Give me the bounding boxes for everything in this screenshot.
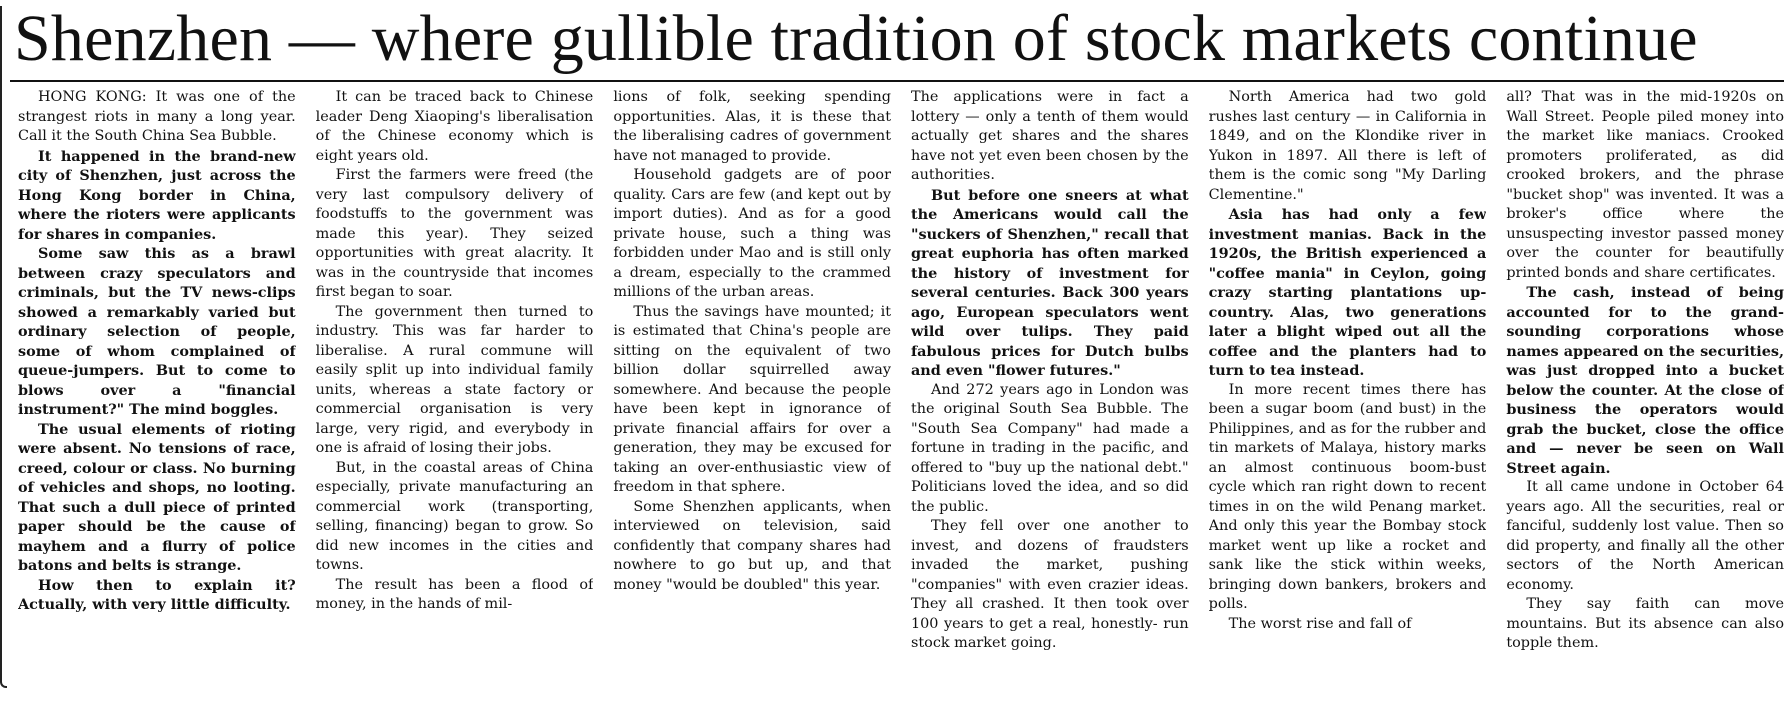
article-paragraph: It all came undone in October 64 years ago. All the securities, real or fanciful, suddenly lost value. Then so did property, and finally all the other sectors of the North American economy. — [1506, 479, 1784, 593]
article-paragraph: Asia has had only a few investment manias. Back in the 1920s, the British experienced a "coffee mania" in Ceylon, going crazy starting plantations up-country. Alas, two generations later a blight wiped out all the coffee and the planters had to turn to tea instead. — [1208, 206, 1487, 379]
article-paragraph: The cash, instead of being accounted for to the grand-sounding corporations whose names appeared on the securities, was just dropped into a bucket below the counter. At the close of business the operators would grab the bucket, close the office and — never be seen on Wall Street again. — [1506, 284, 1784, 477]
article-paragraph: The result has been a flood of money, in the hands of mil- — [315, 576, 594, 612]
column-2 — [316, 88, 594, 698]
article-paragraph: Some saw this as a brawl between crazy speculators and criminals, but the TV news-clips showed a remarkably varied but ordinary selection of people, some of whom complained of queue-jumpers. But to come to blows over a "financial instrument?" The mind boggles. — [18, 245, 296, 418]
column-3 — [613, 88, 891, 698]
article-paragraph: And 272 years ago in London was the original South Sea Bubble. The "South Sea Company" had made a fortune in trading in the pacific, and offered to "buy up the national debt." Politicians loved the idea, and so did the public. — [910, 381, 1189, 515]
article-paragraph: Some Shenzhen applicants, when interviewed on television, said confidently that company shares had nowhere to go but up, and that money "would be doubled" this year. — [613, 498, 891, 593]
article-paragraph: Household gadgets are of poor quality. Cars are few (and kept out by import duties). And as for a good private house, such a thing was forbidden under Mao and is still only a dream, especially to the crammed millions of the urban areas. — [613, 167, 891, 300]
article-paragraph: lions of folk, seeking spending opportunities. Alas, it is these that the liberalising cadres of government have not managed to provide. — [613, 89, 891, 164]
article-paragraph: It happened in the brand-new city of Shenzhen, just across the Hong Kong border in China, where the rioters were applicants for shares in companies. — [18, 147, 296, 243]
article-paragraph: How then to explain it? Actually, with very little difficulty. — [18, 576, 296, 613]
article-paragraph: The worst rise and fall of — [1228, 615, 1412, 632]
column-border — [0, 6, 7, 688]
article-paragraph: It can be traced back to Chinese leader Deng Xiaoping's liberalisation of the Chinese economy which is eight years old. — [315, 89, 594, 164]
article-paragraph: all? That was in the mid-1920s on Wall Street. People piled money into the market like maniacs. Crooked promoters proliferated, as did crooked brokers, and the phrase "bucket shop" was invented. It was a broker's office where the unsuspecting investor passed money over the counter for beautifully printed bonds and share certificates. — [1506, 89, 1784, 281]
article-paragraph: The applications were in fact a lottery — only a tenth of them would actually get shares and the shares have not yet even been chosen by the authorities. — [910, 89, 1189, 183]
article-paragraph: First the farmers were freed (the very last compulsory delivery of foodstuffs to the government was made this year). They seized opportunities with great alacrity. It was in the countryside that incomes first began to soar. — [315, 167, 594, 300]
article-paragraph: In more recent times there has been a sugar boom (and bust) in the Philippines, and as for the rubber and tin markets of Malaya, history marks an almost continuous boom-bust cycle which ran right down to recent times in on the wild Penang market. And only this year the Bombay stock market went up like a rocket and sank like the stick within weeks, bringing down bankers, brokers and polls. — [1208, 381, 1487, 612]
column-5 — [1209, 88, 1487, 698]
headline: Shenzhen — where gullible tradition of stock markets continue — [14, 2, 1698, 75]
article-paragraph: HONG KONG: It was one of the strangest riots in many a long year. Call it the South China Sea Bubble. — [18, 89, 296, 144]
article-paragraph: North America had two gold rushes last century — in California in 1849, and on the Klondike river in Yukon in 1897. All there is left of them is the comic song "My Darling Clementine." — [1208, 89, 1487, 203]
article-body — [10, 82, 1784, 698]
article-paragraph: Thus the savings have mounted; it is estimated that China's people are sitting on the equivalent of two billion dollar squirrelled away somewhere. And because the people have been kept in ignorance of private financial affairs for over a generation, they may be excused for taking an over-enthusiastic view of freedom in that sphere. — [613, 303, 891, 495]
article-paragraph: But before one sneers at what the Americans would call the "suckers of Shenzhen," recall that great euphoria has often marked the history of investment for several centuries. Back 300 years ago, European speculators went wild over tulips. They paid fabulous prices for Dutch bulbs and even "flower futures." — [910, 186, 1189, 379]
article-paragraph: They fell over one another to invest, and dozens of fraudsters invaded the market, pushing "companies" with even crazier ideas. They all crashed. It then took over 100 years to get a real, honestly- run stock market going. — [910, 518, 1189, 651]
article-paragraph: But, in the coastal areas of China especially, private manufacturing an commercial work (transporting, selling, financing) began to grow. So did new incomes in the cities and towns. — [315, 459, 594, 573]
article-paragraph: The government then turned to industry. This was far harder to liberalise. A rural commune will easily split up into individual family units, whereas a state factory or commercial organisation is very large, very rigid, and everybody in one is afraid of losing their jobs. — [315, 303, 594, 456]
column-6 — [1506, 88, 1784, 698]
article-paragraph: They say faith can move mountains. But its absence can also topple them. — [1506, 596, 1784, 651]
column-1 — [18, 88, 296, 698]
column-4 — [911, 88, 1189, 698]
article-paragraph: The usual elements of rioting were absent. No tensions of race, creed, colour or class. No burning of vehicles and shops, no looting. That such a dull piece of printed paper should be the cause of mayhem and a flurry of police batons and belts is strange. — [18, 420, 296, 574]
